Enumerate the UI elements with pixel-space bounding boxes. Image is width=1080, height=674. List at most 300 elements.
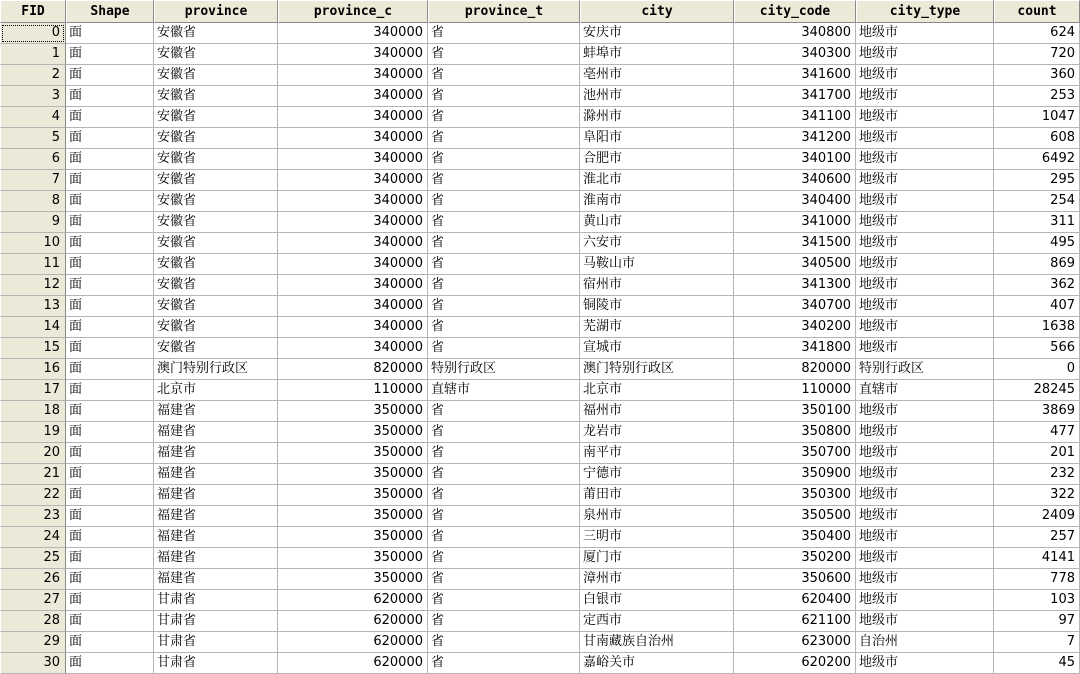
city-type-cell[interactable]: 地级市 [856,506,994,527]
city-type-cell[interactable]: 地级市 [856,107,994,128]
city-code-cell[interactable]: 341200 [734,128,856,149]
province-type-cell[interactable]: 特别行政区 [428,359,580,380]
fid-cell[interactable]: 22 [0,485,66,506]
city-type-cell[interactable]: 地级市 [856,23,994,44]
city-cell[interactable]: 宁德市 [580,464,734,485]
shape-cell[interactable]: 面 [66,653,154,674]
province-code-cell[interactable]: 620000 [278,590,428,611]
count-cell[interactable]: 201 [994,443,1080,464]
city-cell[interactable]: 厦门市 [580,548,734,569]
table-row[interactable] [0,590,1080,611]
province-code-cell[interactable]: 350000 [278,401,428,422]
count-cell[interactable]: 232 [994,464,1080,485]
province-code-cell[interactable]: 340000 [278,233,428,254]
fid-cell[interactable]: 20 [0,443,66,464]
province-type-cell[interactable]: 省 [428,632,580,653]
province-type-cell[interactable]: 省 [428,107,580,128]
count-cell[interactable]: 311 [994,212,1080,233]
province-type-cell[interactable]: 省 [428,317,580,338]
city-cell[interactable]: 合肥市 [580,149,734,170]
province-type-cell[interactable]: 省 [428,653,580,674]
table-row[interactable] [0,254,1080,275]
city-code-cell[interactable]: 620200 [734,653,856,674]
fid-cell[interactable]: 5 [0,128,66,149]
table-row[interactable] [0,86,1080,107]
city-code-cell[interactable]: 620400 [734,590,856,611]
count-cell[interactable]: 360 [994,65,1080,86]
shape-cell[interactable]: 面 [66,506,154,527]
province-code-cell[interactable]: 340000 [278,128,428,149]
city-code-cell[interactable]: 340800 [734,23,856,44]
city-type-cell[interactable]: 地级市 [856,170,994,191]
province-code-cell[interactable]: 110000 [278,380,428,401]
fid-cell[interactable]: 30 [0,653,66,674]
fid-cell[interactable]: 26 [0,569,66,590]
province-cell[interactable]: 安徽省 [154,86,278,107]
city-code-cell[interactable]: 350900 [734,464,856,485]
fid-cell[interactable]: 29 [0,632,66,653]
province-type-cell[interactable]: 省 [428,611,580,632]
province-cell[interactable]: 甘肃省 [154,590,278,611]
city-code-cell[interactable]: 341800 [734,338,856,359]
shape-cell[interactable]: 面 [66,422,154,443]
city-code-cell[interactable]: 350800 [734,422,856,443]
fid-cell[interactable]: 10 [0,233,66,254]
city-code-cell[interactable]: 340300 [734,44,856,65]
province-cell[interactable]: 福建省 [154,506,278,527]
shape-cell[interactable]: 面 [66,485,154,506]
province-cell[interactable]: 安徽省 [154,170,278,191]
province-code-cell[interactable]: 620000 [278,632,428,653]
city-type-cell[interactable]: 特别行政区 [856,359,994,380]
table-row[interactable] [0,632,1080,653]
city-type-cell[interactable]: 地级市 [856,590,994,611]
shape-cell[interactable]: 面 [66,464,154,485]
fid-cell[interactable]: 19 [0,422,66,443]
count-cell[interactable]: 4141 [994,548,1080,569]
province-type-cell[interactable]: 省 [428,464,580,485]
province-type-cell[interactable]: 省 [428,422,580,443]
city-code-cell[interactable]: 340200 [734,317,856,338]
city-code-cell[interactable]: 350200 [734,548,856,569]
city-type-cell[interactable]: 地级市 [856,317,994,338]
province-type-cell[interactable]: 省 [428,338,580,359]
count-cell[interactable]: 254 [994,191,1080,212]
city-code-cell[interactable]: 340500 [734,254,856,275]
city-cell[interactable]: 宿州市 [580,275,734,296]
province-cell[interactable]: 安徽省 [154,23,278,44]
province-type-cell[interactable]: 省 [428,86,580,107]
city-cell[interactable]: 宣城市 [580,338,734,359]
city-code-cell[interactable]: 340100 [734,149,856,170]
city-code-cell[interactable]: 350700 [734,443,856,464]
column-header-city[interactable]: city [580,0,734,23]
table-row[interactable] [0,506,1080,527]
count-cell[interactable]: 45 [994,653,1080,674]
city-cell[interactable]: 铜陵市 [580,296,734,317]
table-row[interactable] [0,233,1080,254]
fid-cell[interactable]: 14 [0,317,66,338]
city-cell[interactable]: 淮南市 [580,191,734,212]
shape-cell[interactable]: 面 [66,632,154,653]
city-cell[interactable]: 黄山市 [580,212,734,233]
fid-cell[interactable]: 15 [0,338,66,359]
province-type-cell[interactable]: 省 [428,401,580,422]
province-cell[interactable]: 福建省 [154,422,278,443]
city-cell[interactable]: 福州市 [580,401,734,422]
table-row[interactable] [0,212,1080,233]
province-code-cell[interactable]: 340000 [278,275,428,296]
shape-cell[interactable]: 面 [66,611,154,632]
city-code-cell[interactable]: 340600 [734,170,856,191]
city-code-cell[interactable]: 623000 [734,632,856,653]
fid-cell[interactable]: 2 [0,65,66,86]
fid-cell[interactable]: 17 [0,380,66,401]
province-cell[interactable]: 福建省 [154,569,278,590]
city-type-cell[interactable]: 地级市 [856,212,994,233]
city-code-cell[interactable]: 340400 [734,191,856,212]
count-cell[interactable]: 407 [994,296,1080,317]
province-code-cell[interactable]: 340000 [278,44,428,65]
city-cell[interactable]: 池州市 [580,86,734,107]
shape-cell[interactable]: 面 [66,443,154,464]
count-cell[interactable]: 253 [994,86,1080,107]
column-header-shape[interactable]: Shape [66,0,154,23]
province-cell[interactable]: 安徽省 [154,233,278,254]
province-cell[interactable]: 甘肃省 [154,611,278,632]
province-code-cell[interactable]: 350000 [278,506,428,527]
fid-cell[interactable]: 12 [0,275,66,296]
province-cell[interactable]: 澳门特别行政区 [154,359,278,380]
province-type-cell[interactable]: 省 [428,485,580,506]
city-type-cell[interactable]: 地级市 [856,296,994,317]
count-cell[interactable]: 28245 [994,380,1080,401]
shape-cell[interactable]: 面 [66,170,154,191]
count-cell[interactable]: 97 [994,611,1080,632]
province-type-cell[interactable]: 省 [428,65,580,86]
shape-cell[interactable]: 面 [66,359,154,380]
fid-cell[interactable]: 28 [0,611,66,632]
table-row[interactable] [0,23,1080,44]
table-row[interactable] [0,485,1080,506]
province-code-cell[interactable]: 340000 [278,23,428,44]
table-row[interactable] [0,275,1080,296]
province-code-cell[interactable]: 620000 [278,611,428,632]
city-type-cell[interactable]: 地级市 [856,569,994,590]
province-type-cell[interactable]: 省 [428,275,580,296]
table-row[interactable] [0,149,1080,170]
fid-cell[interactable]: 3 [0,86,66,107]
city-cell[interactable]: 蚌埠市 [580,44,734,65]
shape-cell[interactable]: 面 [66,191,154,212]
province-code-cell[interactable]: 350000 [278,527,428,548]
province-code-cell[interactable]: 340000 [278,212,428,233]
table-row[interactable] [0,338,1080,359]
table-row[interactable] [0,380,1080,401]
shape-cell[interactable]: 面 [66,401,154,422]
city-code-cell[interactable]: 350600 [734,569,856,590]
column-header-fid[interactable]: FID [0,0,66,23]
city-type-cell[interactable]: 地级市 [856,254,994,275]
count-cell[interactable]: 2409 [994,506,1080,527]
fid-cell[interactable]: 11 [0,254,66,275]
fid-cell[interactable]: 24 [0,527,66,548]
province-code-cell[interactable]: 350000 [278,569,428,590]
count-cell[interactable]: 624 [994,23,1080,44]
fid-cell[interactable]: 4 [0,107,66,128]
province-code-cell[interactable]: 340000 [278,149,428,170]
province-cell[interactable]: 安徽省 [154,44,278,65]
province-cell[interactable]: 安徽省 [154,317,278,338]
column-header-province[interactable]: province [154,0,278,23]
province-cell[interactable]: 安徽省 [154,128,278,149]
province-cell[interactable]: 安徽省 [154,296,278,317]
province-code-cell[interactable]: 340000 [278,338,428,359]
city-type-cell[interactable]: 地级市 [856,611,994,632]
city-code-cell[interactable]: 341100 [734,107,856,128]
table-row[interactable] [0,401,1080,422]
shape-cell[interactable]: 面 [66,275,154,296]
count-cell[interactable]: 7 [994,632,1080,653]
column-header-count[interactable]: count [994,0,1080,23]
city-type-cell[interactable]: 自治州 [856,632,994,653]
province-cell[interactable]: 安徽省 [154,191,278,212]
province-cell[interactable]: 甘肃省 [154,632,278,653]
province-type-cell[interactable]: 省 [428,170,580,191]
table-row[interactable] [0,128,1080,149]
city-cell[interactable]: 马鞍山市 [580,254,734,275]
count-cell[interactable]: 1047 [994,107,1080,128]
province-type-cell[interactable]: 省 [428,191,580,212]
column-header-city-type[interactable]: city_type [856,0,994,23]
column-header-city-code[interactable]: city_code [734,0,856,23]
shape-cell[interactable]: 面 [66,527,154,548]
province-code-cell[interactable]: 350000 [278,422,428,443]
province-type-cell[interactable]: 省 [428,44,580,65]
province-cell[interactable]: 福建省 [154,443,278,464]
count-cell[interactable]: 0 [994,359,1080,380]
column-header-province-t[interactable]: province_t [428,0,580,23]
shape-cell[interactable]: 面 [66,254,154,275]
city-cell[interactable]: 泉州市 [580,506,734,527]
city-cell[interactable]: 阜阳市 [580,128,734,149]
province-type-cell[interactable]: 省 [428,212,580,233]
shape-cell[interactable]: 面 [66,23,154,44]
province-code-cell[interactable]: 340000 [278,254,428,275]
province-code-cell[interactable]: 340000 [278,296,428,317]
fid-cell[interactable]: 25 [0,548,66,569]
province-type-cell[interactable]: 省 [428,569,580,590]
table-row[interactable] [0,296,1080,317]
shape-cell[interactable]: 面 [66,569,154,590]
province-type-cell[interactable]: 省 [428,233,580,254]
shape-cell[interactable]: 面 [66,86,154,107]
city-code-cell[interactable]: 341600 [734,65,856,86]
city-cell[interactable]: 芜湖市 [580,317,734,338]
fid-cell[interactable]: 16 [0,359,66,380]
province-type-cell[interactable]: 省 [428,506,580,527]
table-row[interactable] [0,569,1080,590]
count-cell[interactable]: 257 [994,527,1080,548]
city-cell[interactable]: 龙岩市 [580,422,734,443]
province-cell[interactable]: 安徽省 [154,149,278,170]
city-code-cell[interactable]: 350100 [734,401,856,422]
count-cell[interactable]: 495 [994,233,1080,254]
city-type-cell[interactable]: 地级市 [856,485,994,506]
count-cell[interactable]: 477 [994,422,1080,443]
city-type-cell[interactable]: 地级市 [856,338,994,359]
shape-cell[interactable]: 面 [66,380,154,401]
table-row[interactable] [0,44,1080,65]
province-code-cell[interactable]: 340000 [278,170,428,191]
count-cell[interactable]: 295 [994,170,1080,191]
province-cell[interactable]: 福建省 [154,548,278,569]
city-code-cell[interactable]: 340700 [734,296,856,317]
city-type-cell[interactable]: 地级市 [856,422,994,443]
city-cell[interactable]: 漳州市 [580,569,734,590]
count-cell[interactable]: 778 [994,569,1080,590]
table-row[interactable] [0,527,1080,548]
province-type-cell[interactable]: 直辖市 [428,380,580,401]
shape-cell[interactable]: 面 [66,296,154,317]
table-row[interactable] [0,443,1080,464]
column-header-province-c[interactable]: province_c [278,0,428,23]
count-cell[interactable]: 3869 [994,401,1080,422]
count-cell[interactable]: 6492 [994,149,1080,170]
shape-cell[interactable]: 面 [66,128,154,149]
shape-cell[interactable]: 面 [66,338,154,359]
province-type-cell[interactable]: 省 [428,296,580,317]
province-type-cell[interactable]: 省 [428,254,580,275]
fid-cell[interactable]: 18 [0,401,66,422]
city-type-cell[interactable]: 地级市 [856,65,994,86]
province-code-cell[interactable]: 350000 [278,548,428,569]
fid-cell[interactable]: 27 [0,590,66,611]
province-code-cell[interactable]: 350000 [278,485,428,506]
city-type-cell[interactable]: 地级市 [856,548,994,569]
count-cell[interactable]: 322 [994,485,1080,506]
shape-cell[interactable]: 面 [66,212,154,233]
city-type-cell[interactable]: 地级市 [856,191,994,212]
fid-cell[interactable]: 6 [0,149,66,170]
province-cell[interactable]: 安徽省 [154,65,278,86]
table-row[interactable] [0,191,1080,212]
shape-cell[interactable]: 面 [66,149,154,170]
city-cell[interactable]: 滁州市 [580,107,734,128]
province-code-cell[interactable]: 820000 [278,359,428,380]
table-row[interactable] [0,359,1080,380]
province-code-cell[interactable]: 350000 [278,443,428,464]
city-cell[interactable]: 淮北市 [580,170,734,191]
province-code-cell[interactable]: 350000 [278,464,428,485]
city-cell[interactable]: 南平市 [580,443,734,464]
city-cell[interactable]: 亳州市 [580,65,734,86]
count-cell[interactable]: 362 [994,275,1080,296]
city-cell[interactable]: 三明市 [580,527,734,548]
province-type-cell[interactable]: 省 [428,128,580,149]
table-row[interactable] [0,317,1080,338]
table-row[interactable] [0,548,1080,569]
table-row[interactable] [0,653,1080,674]
province-type-cell[interactable]: 省 [428,590,580,611]
city-type-cell[interactable]: 地级市 [856,443,994,464]
count-cell[interactable]: 608 [994,128,1080,149]
city-code-cell[interactable]: 341000 [734,212,856,233]
count-cell[interactable]: 1638 [994,317,1080,338]
shape-cell[interactable]: 面 [66,590,154,611]
city-code-cell[interactable]: 341300 [734,275,856,296]
city-type-cell[interactable]: 地级市 [856,128,994,149]
fid-cell[interactable]: 1 [0,44,66,65]
province-type-cell[interactable]: 省 [428,548,580,569]
table-row[interactable] [0,65,1080,86]
city-cell[interactable]: 澳门特别行政区 [580,359,734,380]
city-cell[interactable]: 六安市 [580,233,734,254]
province-type-cell[interactable]: 省 [428,23,580,44]
province-code-cell[interactable]: 340000 [278,191,428,212]
city-cell[interactable]: 安庆市 [580,23,734,44]
province-code-cell[interactable]: 340000 [278,107,428,128]
fid-cell[interactable]: 13 [0,296,66,317]
city-cell[interactable]: 北京市 [580,380,734,401]
city-code-cell[interactable]: 350300 [734,485,856,506]
city-type-cell[interactable]: 地级市 [856,401,994,422]
fid-cell[interactable]: 9 [0,212,66,233]
table-row[interactable] [0,422,1080,443]
city-type-cell[interactable]: 地级市 [856,44,994,65]
city-type-cell[interactable]: 地级市 [856,86,994,107]
city-code-cell[interactable]: 110000 [734,380,856,401]
province-cell[interactable]: 福建省 [154,401,278,422]
count-cell[interactable]: 869 [994,254,1080,275]
province-code-cell[interactable]: 340000 [278,86,428,107]
province-code-cell[interactable]: 620000 [278,653,428,674]
city-type-cell[interactable]: 地级市 [856,527,994,548]
province-type-cell[interactable]: 省 [428,527,580,548]
count-cell[interactable]: 103 [994,590,1080,611]
province-type-cell[interactable]: 省 [428,149,580,170]
table-row[interactable] [0,464,1080,485]
shape-cell[interactable]: 面 [66,317,154,338]
city-type-cell[interactable]: 地级市 [856,149,994,170]
city-cell[interactable]: 定西市 [580,611,734,632]
province-cell[interactable]: 福建省 [154,464,278,485]
shape-cell[interactable]: 面 [66,233,154,254]
province-cell[interactable]: 安徽省 [154,107,278,128]
city-code-cell[interactable]: 341700 [734,86,856,107]
shape-cell[interactable]: 面 [66,548,154,569]
city-type-cell[interactable]: 地级市 [856,275,994,296]
fid-cell[interactable]: 21 [0,464,66,485]
province-code-cell[interactable]: 340000 [278,317,428,338]
fid-cell[interactable]: 23 [0,506,66,527]
fid-cell[interactable]: 7 [0,170,66,191]
province-cell[interactable]: 福建省 [154,527,278,548]
province-cell[interactable]: 安徽省 [154,275,278,296]
shape-cell[interactable]: 面 [66,107,154,128]
province-code-cell[interactable]: 340000 [278,65,428,86]
province-cell[interactable]: 福建省 [154,485,278,506]
city-cell[interactable]: 甘南藏族自治州 [580,632,734,653]
table-row[interactable] [0,107,1080,128]
shape-cell[interactable]: 面 [66,44,154,65]
city-code-cell[interactable]: 350400 [734,527,856,548]
city-code-cell[interactable]: 350500 [734,506,856,527]
city-cell[interactable]: 白银市 [580,590,734,611]
city-type-cell[interactable]: 地级市 [856,653,994,674]
province-cell[interactable]: 北京市 [154,380,278,401]
city-code-cell[interactable]: 341500 [734,233,856,254]
